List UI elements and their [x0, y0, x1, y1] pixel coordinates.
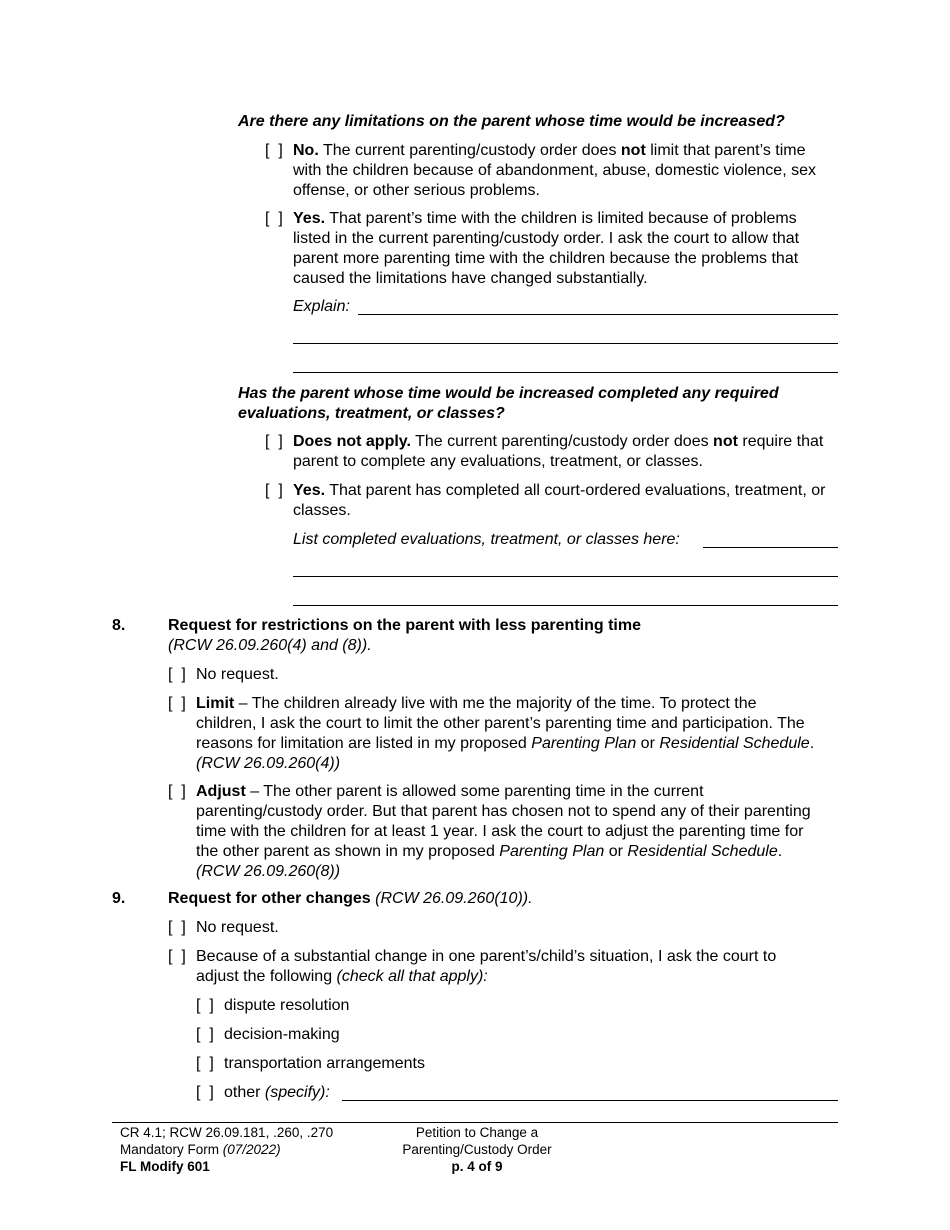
section-9-heading: [168, 889, 533, 909]
checkbox-limitations-yes[interactable]: [ ]: [265, 210, 283, 227]
option-s8-no-request: No request.: [196, 666, 279, 683]
explain-label: Explain:: [293, 298, 350, 315]
other-specify-input-line[interactable]: [342, 1100, 838, 1101]
checkbox-evaluations-yes[interactable]: [ ]: [265, 482, 283, 499]
section-9-cite: (RCW 26.09.260(10)).: [370, 890, 533, 907]
footer-page-number: p. 4 of 9: [451, 1159, 503, 1174]
footer-mandatory-form: Mandatory Form (07/2022): [120, 1142, 281, 1157]
checkbox-decision-making[interactable]: [ ]: [196, 1026, 214, 1043]
option-s8-limit: Limit – The children already live with me the majority of the time. To protect the children, I ask the court to limit the other parent’s parenting time and participation. The reasons for limitation are listed in my proposed Parenting Plan or Residential Schedule. (RCW 26.09.260(4)): [196, 695, 815, 772]
option-transportation: transportation arrangements: [224, 1055, 425, 1072]
footer-citation: CR 4.1; RCW 26.09.181, .260, .270: [120, 1125, 334, 1140]
footer-form-id: FL Modify 601: [120, 1159, 210, 1174]
option-s9-no-request: No request.: [196, 919, 279, 936]
evaluations-question: Has the parent whose time would be increased completed any required evaluations, treatment, or classes?: [238, 385, 779, 422]
option-evaluations-yes: Yes. That parent has completed all court-ordered evaluations, treatment, or classes.: [293, 482, 826, 519]
checkbox-other[interactable]: [ ]: [196, 1084, 214, 1101]
list-input-line-2[interactable]: [293, 576, 838, 577]
footer-form-title-1: Petition to Change a: [415, 1125, 539, 1140]
checkbox-s9-no-request[interactable]: [ ]: [168, 919, 186, 936]
list-input-line-3[interactable]: [293, 605, 838, 606]
section-8-cite: (RCW 26.09.260(4) and (8)).: [168, 637, 372, 654]
checkbox-does-not-apply[interactable]: [ ]: [265, 433, 283, 450]
section-8-title: Request for restrictions on the parent with less parenting time: [168, 617, 641, 634]
footer-form-title-2: Parenting/Custody Order: [402, 1142, 552, 1157]
explain-input-line-3[interactable]: [293, 372, 838, 373]
option-other: other (specify):: [224, 1084, 330, 1101]
footer-left: [120, 1124, 333, 1175]
option-dispute-resolution: dispute resolution: [224, 997, 350, 1014]
section-9-title: Request for other changes: [168, 890, 371, 907]
footer-divider: [112, 1122, 838, 1123]
section-9-number: 9.: [112, 890, 126, 907]
checkbox-transportation[interactable]: [ ]: [196, 1055, 214, 1072]
option-decision-making: decision-making: [224, 1026, 340, 1043]
option-s9-change: Because of a substantial change in one parent’s/child’s situation, I ask the court to adjust the following (check all that apply):: [196, 948, 777, 985]
option-limitations-yes: Yes. That parent’s time with the children is limited because of problems listed in the current parenting/custody order. I ask the court to allow that parent more parenting time with the children because the problems that caused the limitations have changed substantially.: [293, 210, 800, 287]
option-limitations-no: No. The current parenting/custody order does not limit that parent’s time with the children because of abandonment, abuse, domestic violence, sex offense, or other serious problems.: [293, 142, 816, 199]
checkbox-dispute-resolution[interactable]: [ ]: [196, 997, 214, 1014]
section-8-number: 8.: [112, 617, 126, 634]
checkbox-s8-limit[interactable]: [ ]: [168, 695, 186, 712]
option-does-not-apply: Does not apply. The current parenting/custody order does not require that parent to complete any evaluations, treatment, or classes.: [293, 433, 824, 470]
checkbox-limitations-no[interactable]: [ ]: [265, 142, 283, 159]
explain-input-line-1[interactable]: [358, 314, 838, 315]
list-completed-label: List completed evaluations, treatment, or classes here:: [293, 531, 680, 548]
limitations-question: Are there any limitations on the parent whose time would be increased?: [238, 113, 785, 130]
checkbox-s9-change[interactable]: [ ]: [168, 948, 186, 965]
checkbox-s8-adjust[interactable]: [ ]: [168, 783, 186, 800]
list-input-line-1[interactable]: [703, 547, 838, 548]
checkbox-s8-no-request[interactable]: [ ]: [168, 666, 186, 683]
explain-input-line-2[interactable]: [293, 343, 838, 344]
option-s8-adjust: Adjust – The other parent is allowed some parenting time in the current parenting/custody order. But that parent has chosen not to spend any of their parenting time with the children for at least 1 year. I ask the court to adjust the parenting time for the other parent as shown in my proposed Parenting Plan or Residential Schedule. (RCW 26.09.260(8)): [196, 783, 811, 880]
footer-center: [377, 1124, 577, 1175]
